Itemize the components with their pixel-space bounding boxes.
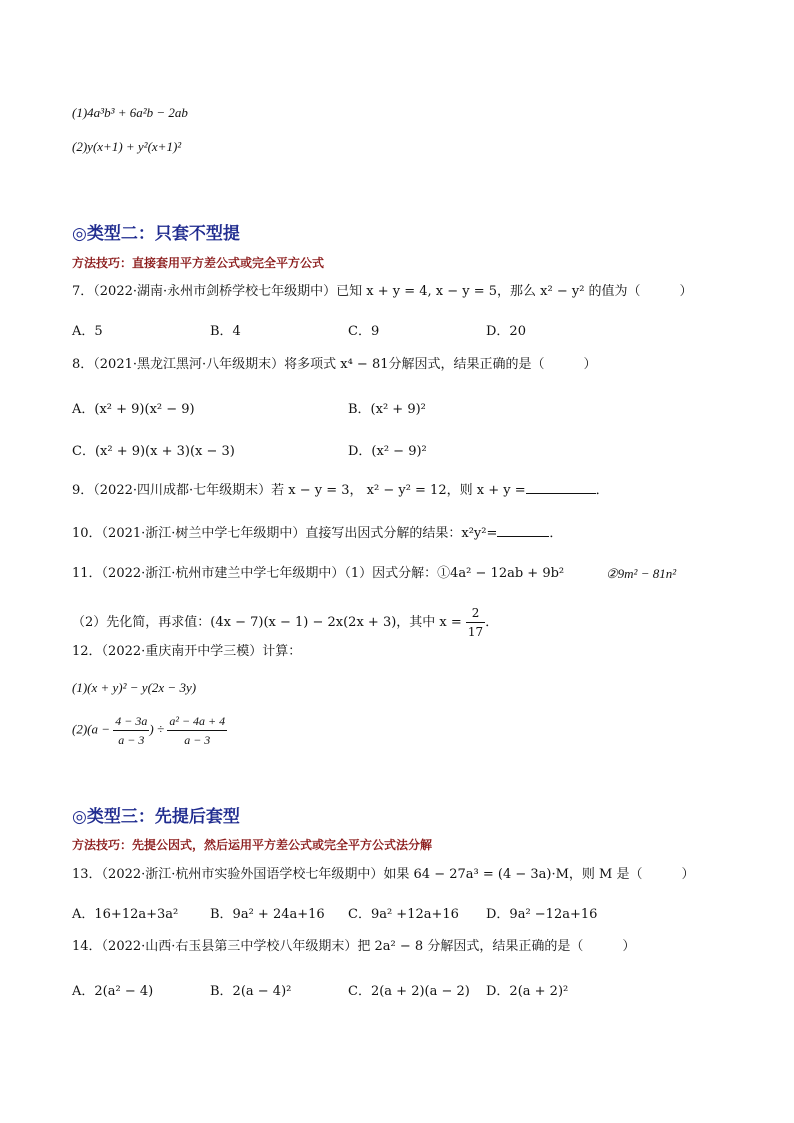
question-11-fraction — [466, 604, 485, 641]
question-11-fraction-num: 2 — [466, 604, 485, 623]
top-problem-2-label: (2) — [72, 139, 88, 154]
question-14-stem: 14．（2022·山西·右玉县第三中学校八年级期末）把 2a² − 8 分解因式，结果正确的是（ ） — [72, 939, 636, 954]
question-13-stem: 13．（2022·浙江·杭州市实验外国语学校七年级期中）如果 64 − 27a³ = (4 − 3a)·M，则 M 是（ ） — [72, 867, 695, 882]
question-8-stem: 8．（2021·黑龙江黑河·八年级期末）将多项式 x⁴ − 81分解因式，结果正确的是（ ） — [72, 357, 597, 372]
question-12-fraction-2-num: a² − 4a + 4 — [167, 712, 227, 731]
question-12-fraction-1 — [113, 712, 149, 749]
top-problem-1-label: (1) — [72, 105, 88, 120]
question-11-fraction-den: 17 — [467, 625, 484, 639]
question-7-option-c: C．9 — [348, 324, 380, 339]
question-11-part1b: ②9m² − 81n² — [606, 566, 677, 581]
question-10-end: ． — [549, 526, 563, 541]
question-13-option-b: B．9a² + 24a+16 — [210, 907, 325, 922]
question-12-fraction-1-den: a − 3 — [118, 733, 145, 747]
question-13-option-a: A．16+12a+3a² — [72, 907, 179, 922]
question-12-part2-mid: ) ÷ — [149, 721, 165, 737]
top-problem-1 — [72, 104, 188, 122]
question-9-stem: 9．（2022·四川成都·七年级期末）若 x − y = 3， x² − y² = 12，则 x + y = — [72, 483, 526, 498]
question-7-option-b: B．4 — [210, 324, 241, 339]
question-10-stem: 10．（2021·浙江·树兰中学七年级期中）直接写出因式分解的结果：x²y²= — [72, 526, 498, 541]
question-10-answer-blank — [497, 524, 549, 537]
question-8-option-b: B．(x² + 9)² — [348, 402, 426, 417]
question-9-answer-blank — [526, 481, 596, 494]
question-8-option-a: A．(x² + 9)(x² − 9) — [72, 402, 195, 417]
question-7-option-a: A．5 — [72, 324, 103, 339]
question-12-fraction-1-num: 4 − 3a — [113, 712, 149, 731]
section2-title: ◎类型二：只套不型提 — [72, 224, 240, 244]
question-11-part2-end: ． — [485, 615, 499, 630]
top-problem-2-expr: y(x+1) + y²(x+1)² — [87, 139, 182, 154]
question-12-fraction-2-den: a − 3 — [184, 733, 211, 747]
question-13-option-c: C．9a² +12a+16 — [348, 907, 459, 922]
section3-title: ◎类型三：先提后套型 — [72, 807, 240, 827]
question-11-part2 — [72, 604, 498, 641]
question-12-part2 — [72, 712, 227, 749]
question-12-part2-a: (a − — [87, 721, 111, 737]
question-11-stem: 11．（2022·浙江·杭州市建兰中学七年级期中）（1）因式分解：①4a² − 12ab + 9b² — [72, 566, 565, 581]
top-problem-2 — [72, 138, 181, 156]
question-14-option-b: B．2(a − 4)² — [210, 984, 292, 999]
question-13-option-d: D．9a² −12a+16 — [486, 907, 598, 922]
question-14-option-a: A．2(a² − 4) — [72, 984, 154, 999]
question-7-option-d: D．20 — [486, 324, 526, 339]
section2-method: 方法技巧：直接套用平方差公式或完全平方公式 — [72, 256, 325, 270]
question-12-stem: 12．（2022·重庆南开中学三模）计算： — [72, 644, 302, 659]
question-11-part2-text: （2）先化简，再求值：(4x − 7)(x − 1) − 2x(2x + 3)，其中 x = — [72, 615, 462, 630]
question-8-option-d: D．(x² − 9)² — [348, 444, 427, 459]
question-10 — [72, 524, 562, 543]
top-problem-1-expr: 4a³b³ + 6a²b − 2ab — [87, 105, 188, 120]
question-8-option-c: C．(x² + 9)(x + 3)(x − 3) — [72, 444, 235, 459]
question-12-fraction-2 — [167, 712, 227, 749]
question-9-end: ． — [595, 483, 609, 498]
section3-method: 方法技巧：先提公因式，然后运用平方差公式或完全平方公式法分解 — [72, 838, 433, 852]
question-7-stem: 7．（2022·湖南·永州市剑桥学校七年级期中）已知 x + y = 4, x − y = 5，那么 x² − y² 的值为（ ） — [72, 284, 693, 299]
question-14-option-d: D．2(a + 2)² — [486, 984, 569, 999]
question-9 — [72, 481, 609, 500]
question-12-part1: (1)(x + y)² − y(2x − 3y) — [72, 680, 197, 695]
question-14-option-c: C．2(a + 2)(a − 2) — [348, 984, 470, 999]
question-12-part2-label: (2) — [72, 721, 88, 737]
